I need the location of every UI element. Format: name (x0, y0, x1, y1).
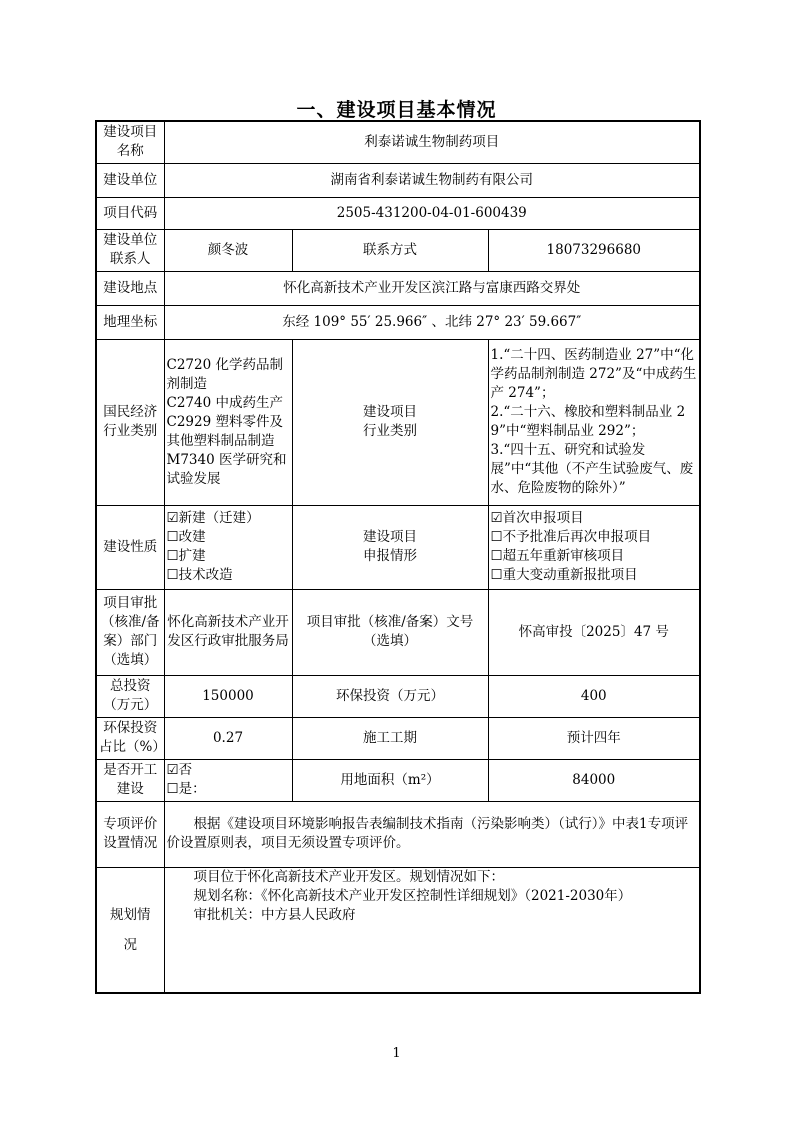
industry-category: 1.“二十四、医药制造业 27”中“化学药品制剂制造 272”及“中成药生产 274”； (490, 347, 697, 401)
table-row (96, 867, 700, 993)
started-options (164, 759, 292, 801)
table-row (96, 163, 700, 197)
nature-mid-label-line: 建设项目 (363, 529, 417, 545)
industry-label: 国民经济行业类别 (96, 339, 164, 505)
special-text: 根据《建设项目环境影响报告表编制技术指南（污染影响类）（试行）》中表1专项评价设置原则表，项目无须设置专项评价。 (164, 801, 700, 867)
investment-value: 150000 (164, 675, 292, 717)
ratio-label: 环保投资占比（%） (96, 717, 164, 759)
coords-value: 东经 109° 55′ 25.966″ 、北纬 27° 23′ 59.667″ (164, 305, 700, 339)
table-row (96, 229, 700, 271)
area-label: 用地面积（m²） (292, 759, 488, 801)
nature-option-rebuild-checkbox: ☐改建 (166, 529, 206, 545)
contact-label: 建设单位联系人 (96, 229, 164, 271)
table-row (96, 675, 700, 717)
env-investment-label: 环保投资（万元） (292, 675, 488, 717)
nature-options (164, 505, 292, 589)
industry-code: C2929 塑料零件及其他塑料制品制造 (166, 413, 283, 449)
area-value: 84000 (488, 759, 700, 801)
investment-label: 总投资（万元） (96, 675, 164, 717)
contact-person: 颜冬波 (164, 229, 292, 271)
location-value: 怀化高新技术产业开发区滨江路与富康西路交界处 (164, 271, 700, 305)
planning-label-line: 规划情 (110, 906, 151, 923)
project-info-table (95, 120, 701, 994)
contact-phone: 18073296680 (488, 229, 700, 271)
table-row (96, 801, 700, 867)
table-row (96, 339, 700, 505)
report-option-major-change-checkbox: ☐重大变动重新报批项目 (490, 567, 638, 583)
page-title: 一、建设项目基本情况 (296, 99, 497, 121)
location-label: 建设地点 (96, 271, 164, 305)
report-option-first-checkbox: ☑首次申报项目 (490, 510, 584, 526)
report-option-five-year-checkbox: ☐超五年重新审核项目 (490, 548, 625, 564)
builder-label: 建设单位 (96, 163, 164, 197)
table-row (96, 717, 700, 759)
industry-code: M7340 医学研究和试验发展 (166, 451, 287, 487)
project-code-value: 2505-431200-04-01-600439 (164, 197, 700, 229)
project-name-label: 建设项目名称 (96, 121, 164, 163)
planning-text (164, 867, 700, 993)
table-row (96, 121, 700, 163)
approval-dept: 怀化高新技术产业开发区行政审批服务局 (164, 589, 292, 675)
industry-code: C2740 中成药生产 (166, 394, 283, 411)
ratio-value: 0.27 (164, 717, 292, 759)
report-option-resubmit-checkbox: ☐不予批准后再次申报项目 (490, 529, 652, 545)
table-row (96, 589, 700, 675)
industry-category: 2.“二十六、橡胶和塑料制品业 29”中“塑料制品业 292”； (490, 404, 686, 439)
industry-mid-label-line: 行业类别 (363, 423, 417, 439)
planning-line: 规划名称：《怀化高新技术产业开发区控制性详细规划》（2021-2030年） (193, 887, 632, 904)
nature-option-new-checkbox: ☑新建（迁建） (166, 510, 260, 526)
special-label: 专项评价设置情况 (96, 801, 164, 867)
project-name-value: 利泰诺诚生物制药项目 (164, 121, 700, 163)
table-row (96, 271, 700, 305)
nature-option-expand-checkbox: ☐扩建 (166, 548, 206, 564)
industry-code: C2720 化学药品制剂制造 (166, 356, 283, 392)
builder-value: 湖南省利泰诺诚生物制药有限公司 (164, 163, 700, 197)
industry-codes (164, 339, 292, 505)
industry-mid-label-line: 建设项目 (363, 404, 417, 420)
industry-categories (488, 339, 700, 505)
contact-method-label: 联系方式 (292, 229, 488, 271)
table-row (96, 197, 700, 229)
planning-line: 项目位于怀化高新技术产业开发区。规划情况如下： (193, 868, 504, 885)
nature-mid-label (292, 505, 488, 589)
industry-mid-label (292, 339, 488, 505)
planning-label (96, 867, 164, 993)
started-label: 是否开工建设 (96, 759, 164, 801)
approval-doc-no: 怀高审投〔2025〕47 号 (488, 589, 700, 675)
approval-doc-label: 项目审批（核准/备案）文号（选填） (292, 589, 488, 675)
table-row (96, 505, 700, 589)
period-label: 施工工期 (292, 717, 488, 759)
report-options (488, 505, 700, 589)
planning-line: 审批机关：中方县人民政府 (193, 906, 356, 923)
table-row (96, 759, 700, 801)
page-number: 1 (392, 1046, 401, 1061)
started-yes-checkbox: ☐是： (166, 781, 206, 797)
nature-label: 建设性质 (96, 505, 164, 589)
nature-option-tech-checkbox: ☐技术改造 (166, 567, 233, 583)
table-row (96, 305, 700, 339)
project-code-label: 项目代码 (96, 197, 164, 229)
industry-category: 3.“四十五、研究和试验发展”中“其他（不产生试验废气、废水、危险废物的除外）” (490, 442, 694, 496)
approval-label: 项目审批（核准/备案）部门（选填） (96, 589, 164, 675)
period-value: 预计四年 (488, 717, 700, 759)
coords-label: 地理坐标 (96, 305, 164, 339)
started-no-checkbox: ☑否 (166, 762, 193, 778)
env-investment-value: 400 (488, 675, 700, 717)
planning-label-line: 况 (123, 936, 137, 953)
nature-mid-label-line: 申报情形 (363, 548, 417, 564)
